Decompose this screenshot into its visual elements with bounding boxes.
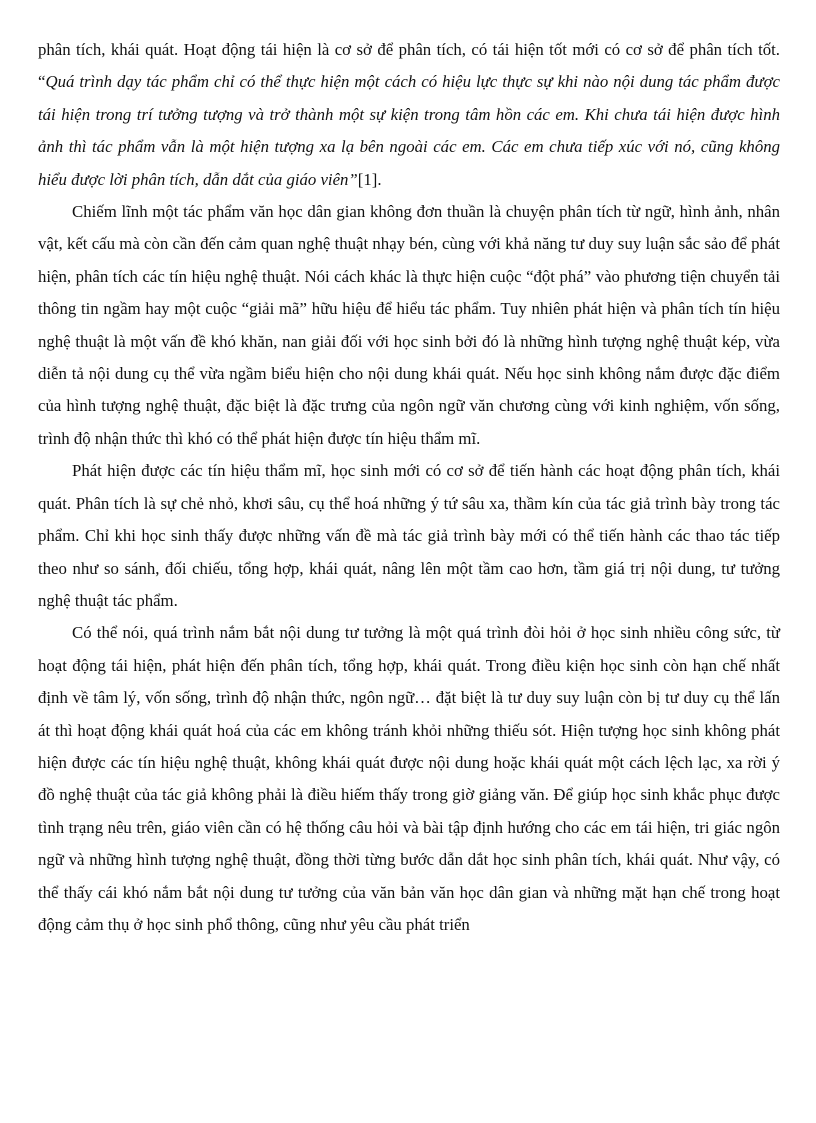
citation-reference: [1].: [357, 169, 382, 189]
paragraph-analysis: Phát hiện được các tín hiệu thẩm mĩ, học sinh mới có cơ sở để tiến hành các hoạt động phân tích, khái quát. Phân tích là sự chẻ nhỏ, khơi sâu, cụ thể hoá những ý tứ sâu xa, thầm kín của tác giả trình bày trong tác phẩm. Chỉ khi học sinh thấy được những vấn đề mà tác giả trình bày mới có thể tiến hành các thao tác tiếp theo như so sánh, đối chiếu, tổng hợp, khái quát, nâng lên một tầm cao hơn, tầm giá trị nội dung, tư tưởng nghệ thuật tác phẩm.: [38, 461, 780, 610]
paragraph-lead-text: phân tích, khái quát. Hoạt động tái hiện là cơ sở để phân tích, có tái hiện tốt mới có cơ sở để phân tích tốt. “: [38, 40, 780, 92]
paragraph-conclusion: Có thể nói, quá trình nắm bắt nội dung tư tưởng là một quá trình đòi hỏi ở học sinh nhiều công sức, từ hoạt động tái hiện, phát hiện đến phân tích, tổng hợp, khái quát. Trong điều kiện học sinh còn hạn chế nhất định về tâm lý, vốn sống, trình độ nhận thức, ngôn ngữ… đặt biệt là tư duy suy luận còn bị tư duy cụ thể lấn át thì hoạt động khái quát hoá của các em không tránh khỏi những thiếu sót. Hiện tượng học sinh không phát hiện được các tín hiệu nghệ thuật, không khái quát được nội dung hoặc khái quát một cách lệch lạc, xa rời ý đồ nghệ thuật của tác giả không phải là điều hiếm thấy trong giờ giảng văn. Để giúp học sinh khắc phục được tình trạng nêu trên, giáo viên cần có hệ thống câu hỏi và bài tập định hướng cho các em tái hiện, tri giác ngôn ngữ và những hình tượng nghệ thuật, đồng thời từng bước dẫn dắt học sinh phân tích, khái quát. Như vậy, có thể thấy cái khó nắm bắt nội dung tư tưởng của văn bản văn học dân gian và những mặt hạn chế trong hoạt động cảm thụ ở học sinh phổ thông, cũng như yêu cầu phát triển: [38, 623, 780, 934]
italic-quotation: Quá trình dạy tác phẩm chỉ có thể thực hiện một cách có hiệu lực thực sự khi nào nội dung tác phẩm được tái hiện trong trí tưởng tượng và trở thành một sự kiện trong tâm hồn các em. Khi chưa tái hiện được hình ảnh thì tác phẩm vẫn là một hiện tượng xa lạ bên ngoài các em. Các em chưa tiếp xúc với nó, cũng không hiểu được lời phân tích, dẫn dắt của giáo viên”: [38, 72, 780, 189]
paragraph-artistic-signals: Chiếm lĩnh một tác phẩm văn học dân gian không đơn thuần là chuyện phân tích từ ngữ, hình ảnh, nhân vật, kết cấu mà còn cần đến cảm quan nghệ thuật nhạy bén, cùng với khả năng tư duy suy luận sắc sảo để phát hiện, phân tích các tín hiệu nghệ thuật. Nói cách khác là thực hiện cuộc “đột phá” vào phương tiện chuyển tải thông tin ngầm hay một cuộc “giải mã” hữu hiệu để hiểu tác phẩm. Tuy nhiên phát hiện và phân tích tín hiệu nghệ thuật là một vấn đề khó khăn, nan giải đối với học sinh bởi đó là những hình tượng nghệ thuật kép, vừa diễn tả nội dung cụ thể vừa ngầm biểu hiện cho nội dung khái quát. Nếu học sinh không nắm được đặc điểm của hình tượng nghệ thuật, đặc biệt là đặc trưng của ngôn ngữ văn chương cùng với kinh nghiệm, vốn sống, trình độ nhận thức thì khó có thể phát hiện được tín hiệu thẩm mĩ.: [38, 202, 780, 448]
document-page: [38, 34, 780, 941]
paragraph-continuation: [38, 34, 780, 196]
